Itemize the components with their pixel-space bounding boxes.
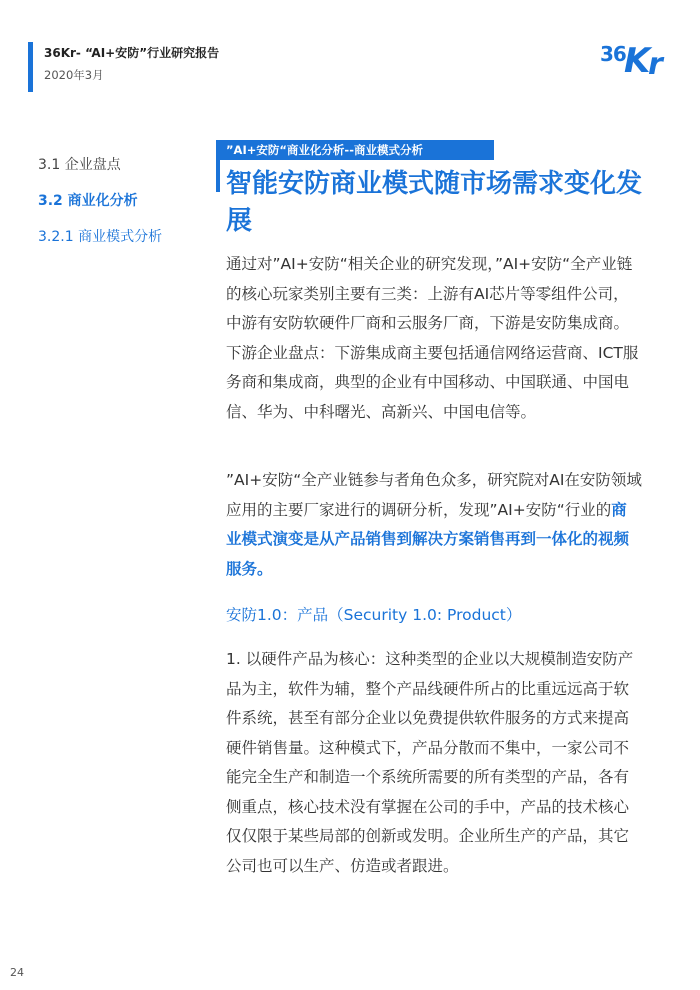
logo-digits: 36	[600, 42, 626, 66]
logo-r: r	[648, 47, 663, 82]
report-title: 36Kr- “AI+安防”行业研究报告	[44, 46, 220, 60]
paragraph-text: ”AI+安防“全产业链参与者角色众多，研究院对AI在安防领域应用的主要厂家进行的调研分析，发现”AI+安防“行业的	[226, 471, 642, 519]
header-accent-bar	[28, 42, 33, 92]
page-number: 24	[10, 966, 24, 979]
paragraph-business-model	[226, 466, 642, 584]
report-date: 2020年3月	[44, 68, 104, 82]
section-nav	[38, 155, 208, 263]
subheading-security-1-0: 安防1.0：产品（Security 1.0: Product）	[226, 606, 522, 624]
36kr-logo	[600, 38, 678, 82]
section-tag: ”AI+安防“商业化分析--商业模式分析	[216, 140, 494, 160]
highlighted-conclusion: 商业模式演变是从产品销售到解决方案销售再到一体化的视频服务。	[226, 500, 630, 578]
logo-k: K	[624, 41, 651, 81]
paragraph-hardware-core: 1. 以硬件产品为核心：这种类型的企业以大规模制造安防产品为主，软件为辅，整个产品线硬件所占的比重远远高于软件系统，甚至有部分企业以免费提供软件服务的方式来提高硬件销售量。这种模式下，产品分散而不集中，一家公司不能完全生产和制造一个系统所需要的所有类型的产品，各有侧重点，核心技术没有掌握在公司的手中，产品的技术核心仅仅限于某些局部的创新或发明。企业所生产的产品，其它公司也可以生产、仿造或者跟进。	[226, 650, 634, 875]
nav-item-3-2[interactable]: 3.2 商业化分析	[38, 193, 138, 209]
paragraph-players: 通过对”AI+安防“相关企业的研究发现，”AI+安防“全产业链的核心玩家类别主要有三类：上游有AI芯片等零组件公司，中游有安防软硬件厂商和云服务厂商，下游是安防集成商。下游企业盘点：下游集成商主要包括通信网络运营商、ICT服务商和集成商，典型的企业有中国移动、中国联通、中国电信、华为、中科曙光、高新兴、中国电信等。	[226, 255, 639, 421]
nav-item-3-2-1[interactable]: 3.2.1 商业模式分析	[38, 229, 163, 245]
nav-item-3-1[interactable]: 3.1 企业盘点	[38, 157, 121, 173]
heading-accent-bar	[216, 140, 220, 192]
section-heading: 智能安防商业模式随市场需求变化发展	[226, 169, 643, 236]
